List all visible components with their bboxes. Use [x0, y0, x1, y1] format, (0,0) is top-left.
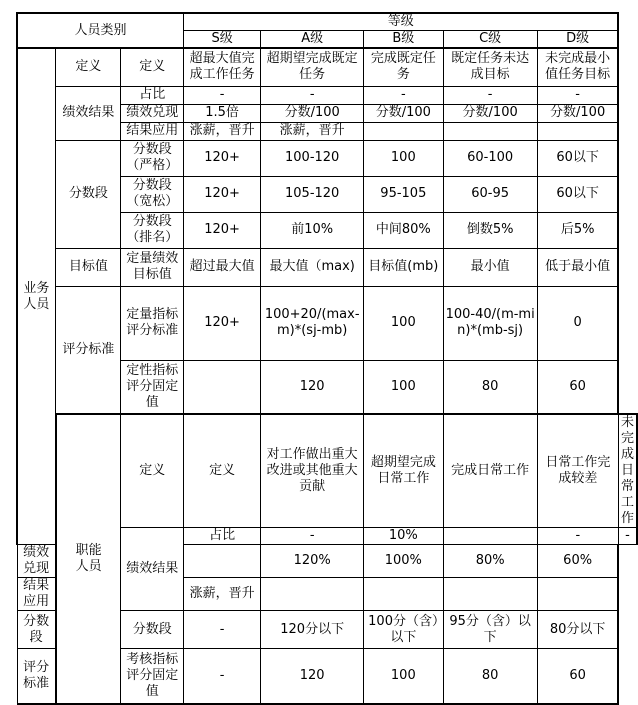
func-score-b: 100分（含）以下 — [364, 611, 443, 649]
biz-rank-a: 前10% — [261, 212, 364, 248]
biz-quant-b: 100 — [364, 286, 443, 360]
biz-ratio-c: - — [443, 86, 537, 104]
biz-strict-label: 分数段（严格） — [121, 140, 184, 176]
biz-apply-s: 涨薪，晋升 — [183, 122, 260, 140]
func-def-c: 日常工作完成较差 — [537, 414, 618, 528]
func-cash-b: 100% — [364, 545, 443, 578]
biz-def-c: 既定任务未达成目标 — [443, 48, 537, 86]
biz-rank-b: 中间80% — [364, 212, 443, 248]
func-apply-s: 涨薪，晋升 — [183, 578, 260, 611]
biz-def-sub: 定义 — [121, 48, 184, 86]
func-cash-s — [183, 545, 260, 578]
func-ratio-label: 占比 — [183, 528, 260, 545]
header-level-a: A级 — [261, 31, 364, 49]
biz-quant-label: 定量指标评分标准 — [121, 286, 184, 360]
func-eval-c: 80 — [443, 649, 537, 704]
header-category: 人员类别 — [17, 13, 183, 48]
biz-apply-a: 涨薪，晋升 — [261, 122, 364, 140]
func-def-label: 定义 — [121, 414, 184, 528]
func-cash-c: 80% — [443, 545, 537, 578]
biz-score-label: 分数段 — [56, 140, 121, 248]
biz-cash-label: 绩效兑现 — [121, 104, 184, 122]
group-functional — [56, 414, 121, 704]
header-level-b: B级 — [364, 31, 443, 49]
func-cash-a: 120% — [261, 545, 364, 578]
biz-loose-d: 60以下 — [537, 176, 618, 212]
func-perf-label: 绩效结果 — [121, 528, 184, 611]
func-ratio-b — [443, 528, 537, 545]
biz-loose-b: 95-105 — [364, 176, 443, 212]
biz-ratio-a: - — [261, 86, 364, 104]
func-eval-d: 60 — [537, 649, 618, 704]
biz-rank-label: 分数段（排名） — [121, 212, 184, 248]
biz-def-b: 完成既定任务 — [364, 48, 443, 86]
func-score-a: 120分以下 — [261, 611, 364, 649]
func-ratio-s: - — [261, 528, 364, 545]
func-apply-label: 结果应用 — [17, 578, 56, 611]
header-grade: 等级 — [183, 13, 618, 31]
header-level-c: C级 — [443, 31, 537, 49]
biz-loose-label: 分数段（宽松） — [121, 176, 184, 212]
biz-qual-b: 100 — [364, 360, 443, 414]
biz-target-sub: 定量绩效目标值 — [121, 248, 184, 286]
func-eval-b: 100 — [364, 649, 443, 704]
biz-target-a: 最大值（max) — [261, 248, 364, 286]
func-score-c: 95分（含）以下 — [443, 611, 537, 649]
biz-apply-b — [364, 122, 443, 140]
biz-loose-a: 105-120 — [261, 176, 364, 212]
header-level-s: S级 — [183, 31, 260, 49]
func-def-s: 对工作做出重大改进或其他重大贡献 — [261, 414, 364, 528]
biz-rank-c: 倒数5% — [443, 212, 537, 248]
group-business-label: 业务 人员 — [23, 280, 50, 312]
func-cash-label: 绩效兑现 — [17, 545, 56, 578]
biz-cash-c: 分数/100 — [443, 104, 537, 122]
func-eval-s: - — [183, 649, 260, 704]
biz-apply-d — [537, 122, 618, 140]
biz-rank-d: 后5% — [537, 212, 618, 248]
func-score-sub: 分数段 — [121, 611, 184, 649]
func-score-label: 分数段 — [17, 611, 56, 649]
func-apply-b — [364, 578, 443, 611]
grade-table-container — [16, 12, 638, 705]
biz-strict-d: 60以下 — [537, 140, 618, 176]
func-apply-a — [261, 578, 364, 611]
func-def-d: 未完成日常工作 — [618, 414, 637, 528]
group-functional-label: 职能 人员 — [75, 542, 102, 574]
biz-quant-a: 100+20/(max-m)*(sj-mb) — [261, 286, 364, 360]
biz-strict-c: 60-100 — [443, 140, 537, 176]
biz-apply-c — [443, 122, 537, 140]
biz-cash-a: 分数/100 — [261, 104, 364, 122]
biz-target-b: 目标值(mb) — [364, 248, 443, 286]
biz-def-a: 超期望完成既定任务 — [261, 48, 364, 86]
func-ratio-a: 10% — [364, 528, 443, 545]
biz-cash-s: 1.5倍 — [183, 104, 260, 122]
biz-qual-a: 120 — [261, 360, 364, 414]
func-cash-d: 60% — [537, 545, 618, 578]
func-ratio-c: - — [537, 528, 618, 545]
func-eval-sub: 考核指标评分固定值 — [121, 649, 184, 704]
header-level-d: D级 — [537, 31, 618, 49]
biz-def-label: 定义 — [56, 48, 121, 86]
biz-ratio-label: 占比 — [121, 86, 184, 104]
biz-target-d: 低于最小值 — [537, 248, 618, 286]
func-apply-d — [537, 578, 618, 611]
biz-def-d: 未完成最小值任务目标 — [537, 48, 618, 86]
biz-perf-label: 绩效结果 — [56, 86, 121, 140]
group-business — [17, 48, 56, 545]
biz-qual-c: 80 — [443, 360, 537, 414]
biz-loose-c: 60-95 — [443, 176, 537, 212]
func-def-a: 超期望完成日常工作 — [364, 414, 443, 528]
biz-quant-d: 0 — [537, 286, 618, 360]
biz-qual-s — [183, 360, 260, 414]
func-eval-a: 120 — [261, 649, 364, 704]
func-def-b: 完成日常工作 — [443, 414, 537, 528]
biz-ratio-b: - — [364, 86, 443, 104]
func-eval-label: 评分标准 — [17, 649, 56, 704]
biz-ratio-d: - — [537, 86, 618, 104]
biz-def-s: 超最大值完成工作任务 — [183, 48, 260, 86]
biz-quant-s: 120+ — [183, 286, 260, 360]
biz-rank-s: 120+ — [183, 212, 260, 248]
biz-eval-label: 评分标准 — [56, 286, 121, 414]
biz-cash-d: 分数/100 — [537, 104, 618, 122]
biz-strict-a: 100-120 — [261, 140, 364, 176]
func-ratio-d: - — [618, 528, 637, 545]
func-score-s: - — [183, 611, 260, 649]
biz-target-label: 目标值 — [56, 248, 121, 286]
biz-target-c: 最小值 — [443, 248, 537, 286]
biz-cash-b: 分数/100 — [364, 104, 443, 122]
grade-table — [16, 12, 638, 705]
biz-ratio-s: - — [183, 86, 260, 104]
biz-apply-label: 结果应用 — [121, 122, 184, 140]
biz-quant-c: 100-40/(m-min)*(mb-sj) — [443, 286, 537, 360]
biz-loose-s: 120+ — [183, 176, 260, 212]
biz-qual-label: 定性指标评分固定值 — [121, 360, 184, 414]
func-score-d: 80分以下 — [537, 611, 618, 649]
biz-target-s: 超过最大值 — [183, 248, 260, 286]
func-apply-c — [443, 578, 537, 611]
func-def-sub: 定义 — [183, 414, 260, 528]
biz-strict-s: 120+ — [183, 140, 260, 176]
biz-qual-d: 60 — [537, 360, 618, 414]
biz-strict-b: 100 — [364, 140, 443, 176]
